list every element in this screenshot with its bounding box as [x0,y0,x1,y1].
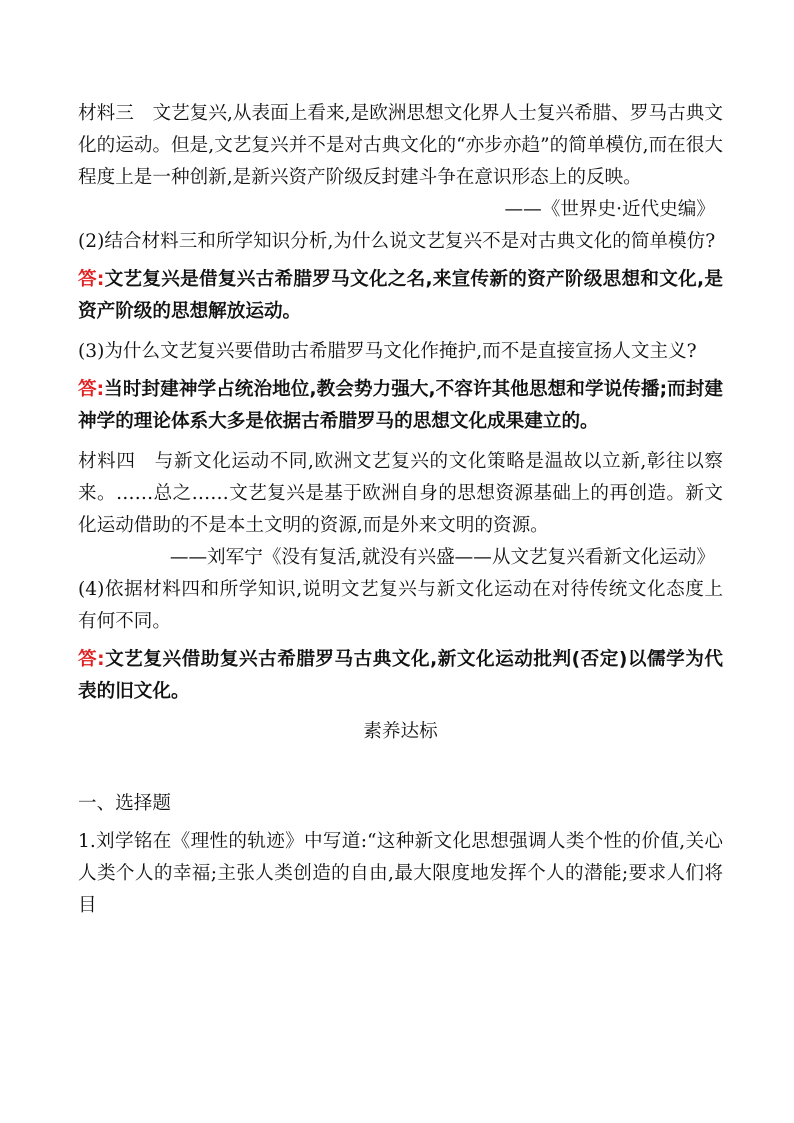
material-3-source: ——《世界史·近代史编》 [504,199,715,220]
material-3-text: 材料三 文艺复兴,从表面上看来,是欧洲思想文化界人士复兴希腊、罗马古典文化的运动。但是,文艺复兴并不是对古典文化的“亦步亦趋”的简单模仿,而在很大程度上是一种创新,是新兴资产阶级反封建斗争在意识形态上的反映。 [78,103,723,188]
document-page [78,98,723,922]
answer-4-tag: 答: [78,649,105,670]
section-title: 素养达标 [363,721,438,742]
question-4: (4)依据材料四和所学知识,说明文艺复兴与新文化运动在对待传统文化态度上有何不同。 [78,579,723,632]
question-2: (2)结合材料三和所学知识分析,为什么说文艺复兴不是对古典文化的简单模仿? [78,231,716,252]
answer-2 [78,264,723,328]
question-3: (3)为什么文艺复兴要借助古希腊罗马文化作掩护,而不是直接宣扬人文主义? [78,341,697,362]
answer-4-text: 文艺复兴借助复兴古希腊罗马古典文化,新文化运动批判(否定)以儒学为代表的旧文化。 [78,649,724,702]
material-4-text: 材料四 与新文化运动不同,欧洲文艺复兴的文化策略是温故以立新,彰往以察来。……总之……文艺复兴是基于欧洲自身的思想资源基础上的再创造。新文化运动借助的不是本土文明的资源,而是外来文明的资源。 [78,451,723,536]
question-1-text: 1.刘学铭在《理性的轨迹》中写道:“这种新文化思想强调人类个性的价值,关心人类个人的幸福;主张人类创造的自由,最大限度地发挥个人的潜能;要求人们将目 [78,831,723,916]
part-title: 一、选择题 [78,793,171,814]
material-4-source: ——刘军宁《没有复活,就没有兴盛——从文艺复兴看新文化运动》 [169,547,715,568]
answer-3-tag: 答: [78,379,105,400]
answer-3 [78,374,723,438]
answer-2-tag: 答: [78,269,105,290]
answer-3-text: 当时封建神学占统治地位,教会势力强大,不容许其他思想和学说传播;而封建神学的理论体系大多是依据古希腊罗马的思想文化成果建立的。 [78,379,723,432]
answer-2-text: 文艺复兴是借复兴古希腊罗马文化之名,来宣传新的资产阶级思想和文化,是资产阶级的思想解放运动。 [78,269,723,322]
spacer [78,748,723,788]
answer-4 [78,644,723,708]
